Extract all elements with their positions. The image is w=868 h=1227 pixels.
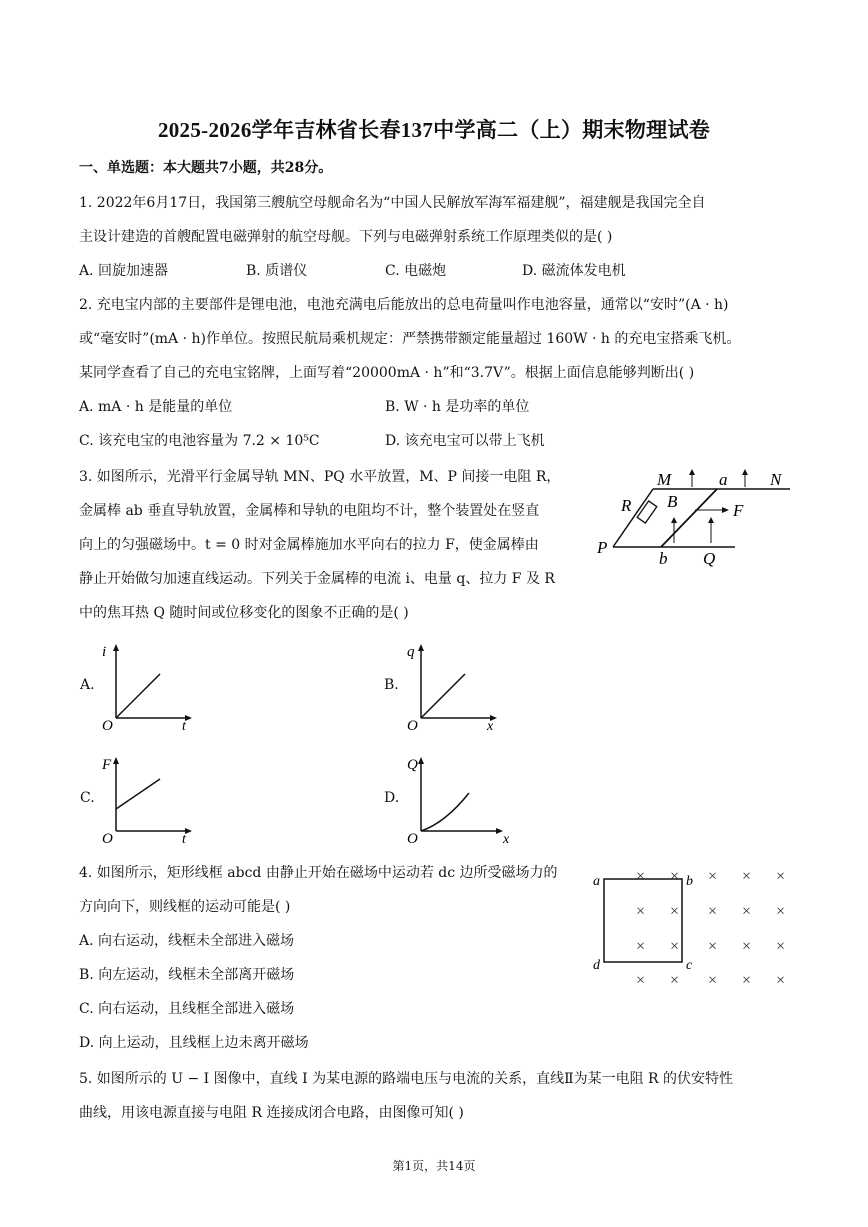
- q3-text-line1: 3. 如图所示，光滑平行金属导轨 MN、PQ 水平放置，M、P 间接一电阻 R，: [79, 469, 561, 485]
- magnetic-field-cross: ×: [669, 972, 680, 989]
- q4-option-b: B. 向左运动，线框未全部离开磁场: [79, 967, 295, 983]
- q1-option-d: D. 磁流体发电机: [522, 263, 626, 279]
- q3-graph-a: [100, 640, 200, 730]
- page-footer: 第1页，共14页: [392, 1159, 476, 1173]
- q3-label-q: Q: [703, 549, 716, 568]
- magnetic-field-cross: ×: [707, 903, 718, 920]
- q4-corner-c: c: [686, 958, 693, 973]
- magnetic-field-cross: ×: [707, 868, 718, 885]
- magnetic-field-cross: ×: [635, 972, 646, 989]
- q3-graph-a-xlabel: t: [182, 719, 186, 730]
- q5-text-line1: 5. 如图所示的 U − I 图像中，直线 I 为某电源的路端电压与电流的关系，直线Ⅱ为某一电阻 R 的伏安特性: [79, 1071, 734, 1087]
- q3-label-b: b: [659, 549, 668, 568]
- q5-text-line2: 曲线，用该电源直接与电阻 R 连接成闭合电路，由图像可知( ): [79, 1105, 464, 1121]
- q4-corner-a: a: [593, 874, 600, 889]
- q3-label-b-field: B: [667, 492, 678, 511]
- q3-graph-b: [405, 640, 505, 730]
- q3-label-f: F: [733, 501, 744, 520]
- magnetic-field-cross: ×: [741, 972, 752, 989]
- magnetic-field-cross: ×: [775, 938, 786, 955]
- q4-text-line2: 方向向下，则线框的运动可能是( ): [79, 899, 291, 915]
- q3-graph-a-option: A.: [80, 677, 95, 693]
- q1-text-line1: 1. 2022年6月17日，我国第三艘航空母舰命名为“中国人民解放军海军福建舰”，福建舰是我国完全自: [79, 195, 706, 211]
- magnetic-field-cross: ×: [741, 903, 752, 920]
- q3-text-line2: 金属棒 ab 垂直导轨放置，金属棒和导轨的电阻均不计，整个装置处在竖直: [79, 503, 540, 519]
- q1-text-line2: 主设计建造的首艘配置电磁弹射的航空母舰。下列与电磁弹射系统工作原理类似的是( ): [79, 229, 613, 245]
- magnetic-field-cross: ×: [707, 972, 718, 989]
- q3-label-p: P: [597, 538, 608, 557]
- q3-label-a: a: [719, 470, 728, 489]
- q3-graph-c-ylabel: F: [102, 757, 112, 773]
- q3-label-m: M: [657, 470, 672, 489]
- magnetic-field-cross: ×: [775, 972, 786, 989]
- q3-text-line3: 向上的匀强磁场中。t = 0 时对金属棒施加水平向右的拉力 F，使金属棒由: [79, 537, 539, 553]
- q3-graph-a-origin: O: [102, 718, 113, 730]
- section-heading: 一、单选题：本大题共7小题，共28分。: [79, 160, 333, 176]
- q3-graph-a-ylabel: i: [102, 644, 107, 660]
- q4-text-line1: 4. 如图所示，矩形线框 abcd 由静止开始在磁场中运动若 dc 边所受磁场力的: [79, 865, 558, 881]
- q4-option-c: C. 向右运动，且线框全部进入磁场: [79, 1001, 295, 1017]
- q2-text-line2: 或“毫安时”(mA · h)作单位。按照民航局乘机规定：严禁携带额定能量超过 160W · h 的充电宝搭乘飞机。: [79, 331, 741, 347]
- q3-graph-b-ylabel: q: [407, 644, 415, 660]
- q1-option-b: B. 质谱仪: [246, 263, 308, 279]
- q3-graph-b-option: B.: [384, 677, 399, 693]
- q1-option-a: A. 回旋加速器: [79, 263, 169, 279]
- q2-option-c: C. 该充电宝的电池容量为 7.2 × 10⁵C: [79, 433, 320, 449]
- q2-text-line1: 2. 充电宝内部的主要部件是锂电池，电池充满电后能放出的总电荷量叫作电池容量，通常以“安时”(A · h): [79, 297, 729, 313]
- q3-graph-c-origin: O: [102, 831, 113, 843]
- q3-graph-d-ylabel: Q: [407, 757, 418, 773]
- magnetic-field-cross: ×: [635, 938, 646, 955]
- q2-option-d: D. 该充电宝可以带上飞机: [385, 433, 545, 449]
- page-title: 2025-2026学年吉林省长春137中学高二（上）期末物理试卷: [157, 118, 711, 142]
- q3-graph-c-option: C.: [80, 790, 95, 806]
- q1-option-c: C. 电磁炮: [385, 263, 447, 279]
- magnetic-field-cross: ×: [669, 903, 680, 920]
- magnetic-field-cross: ×: [707, 938, 718, 955]
- q3-label-r: R: [621, 496, 632, 515]
- q3-text-line5: 中的焦耳热 Q 随时间或位移变化的图象不正确的是( ): [79, 605, 409, 621]
- magnetic-field-cross: ×: [741, 938, 752, 955]
- magnetic-field-cross: ×: [669, 868, 680, 885]
- q3-rail-diagram: [595, 465, 795, 570]
- q3-graph-b-origin: O: [407, 718, 418, 730]
- q3-label-n: N: [770, 470, 782, 489]
- q3-graph-d-origin: O: [407, 831, 418, 843]
- q3-graph-b-xlabel: x: [487, 719, 494, 730]
- q2-text-line3: 某同学查看了自己的充电宝铭牌，上面写着“20000mA · h”和“3.7V”。根据上面信息能够判断出( ): [79, 365, 695, 381]
- q3-graph-d-xlabel: x: [503, 832, 510, 843]
- magnetic-field-cross: ×: [741, 868, 752, 885]
- q3-graph-c: [100, 753, 200, 843]
- magnetic-field-cross: ×: [775, 903, 786, 920]
- magnetic-field-cross: ×: [635, 868, 646, 885]
- q4-option-d: D. 向上运动，且线框上边未离开磁场: [79, 1035, 309, 1051]
- q4-option-a: A. 向右运动，线框未全部进入磁场: [79, 933, 295, 949]
- q3-graph-d-option: D.: [384, 790, 400, 806]
- magnetic-field-cross: ×: [635, 903, 646, 920]
- q2-option-a: A. mA · h 是能量的单位: [79, 399, 233, 415]
- q4-corner-b: b: [686, 874, 693, 889]
- q4-corner-d: d: [593, 958, 600, 973]
- q4-coil-diagram: [585, 855, 800, 990]
- q2-option-b: B. W · h 是功率的单位: [385, 399, 530, 415]
- q3-graph-d: [405, 753, 515, 843]
- magnetic-field-cross: ×: [775, 868, 786, 885]
- q3-text-line4: 静止开始做匀加速直线运动。下列关于金属棒的电流 i、电量 q、拉力 F 及 R: [79, 571, 555, 587]
- q3-graph-c-xlabel: t: [182, 832, 186, 843]
- magnetic-field-cross: ×: [669, 938, 680, 955]
